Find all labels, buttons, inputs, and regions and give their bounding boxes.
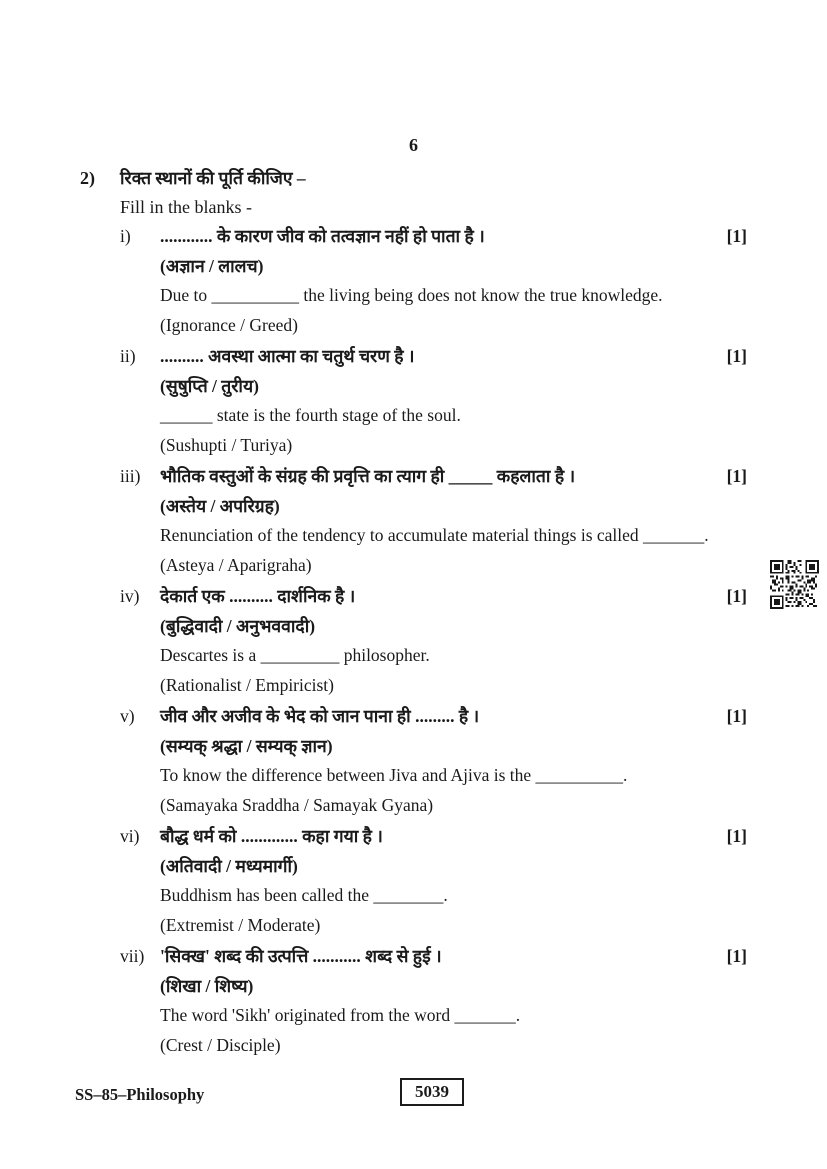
item-options-hindi: (अस्तेय / अपरिग्रह)	[160, 495, 280, 516]
item-marks: [1]	[726, 826, 747, 846]
item-marks: [1]	[726, 346, 747, 366]
question-block	[80, 164, 747, 1062]
question-item-vi	[80, 822, 747, 940]
item-question-hindi: 'सिक्ख' शब्द की उत्पत्ति ........... शब्द से हुई ।	[160, 946, 442, 966]
item-options-hindi: (शिखा / शिष्य)	[160, 975, 254, 996]
item-question-hindi: .......... अवस्था आत्मा का चतुर्थ चरण है ।	[160, 346, 415, 366]
item-numeral: iii)	[120, 466, 141, 486]
item-numeral: i)	[120, 226, 131, 246]
item-options-hindi: (अज्ञान / लालच)	[160, 255, 264, 276]
item-question-english: The word 'Sikh' originated from the word _______.	[160, 1005, 521, 1025]
item-options-english: (Sushupti / Turiya)	[160, 434, 293, 455]
item-question-english: Renunciation of the tendency to accumulate material things is called _______.	[160, 525, 709, 545]
item-numeral: vi)	[120, 826, 140, 846]
item-question-hindi: ............ के कारण जीव को तत्वज्ञान नहीं हो पाता है ।	[160, 226, 485, 246]
item-marks: [1]	[726, 226, 747, 246]
question-item-i	[80, 222, 747, 340]
item-options-hindi: (अतिवादी / मध्यमार्गी)	[160, 855, 298, 876]
item-options-hindi: (सुषुप्ति / तुरीय)	[160, 375, 259, 396]
item-marks: [1]	[726, 586, 747, 606]
question-item-ii	[80, 342, 747, 460]
question-item-iii	[80, 462, 747, 580]
item-question-hindi: देकार्त एक .......... दार्शनिक है ।	[160, 586, 356, 606]
question-heading-hindi: रिक्त स्थानों की पूर्ति कीजिए –	[120, 168, 306, 188]
item-question-english: Buddhism has been called the ________.	[160, 885, 448, 905]
item-numeral: vii)	[120, 946, 145, 966]
question-item-v	[80, 702, 747, 820]
question-items	[80, 222, 747, 1060]
item-options-english: (Crest / Disciple)	[160, 1034, 281, 1055]
item-options-english: (Extremist / Moderate)	[160, 914, 321, 935]
item-marks: [1]	[726, 466, 747, 486]
item-marks: [1]	[726, 706, 747, 726]
item-options-hindi: (सम्यक् श्रद्धा / सम्यक् ज्ञान)	[160, 735, 333, 756]
paper-code: SS–85–Philosophy	[75, 1085, 205, 1104]
question-heading-english: Fill in the blanks -	[120, 197, 252, 217]
qr-code-icon	[770, 560, 819, 609]
item-numeral: v)	[120, 706, 135, 726]
item-question-english: Due to __________ the living being does not know the true knowledge.	[160, 285, 663, 305]
question-heading-row	[80, 164, 747, 193]
item-options-hindi: (बुद्धिवादी / अनुभववादी)	[160, 615, 316, 636]
page-number: 6	[409, 135, 418, 155]
item-options-english: (Ignorance / Greed)	[160, 314, 298, 335]
item-marks: [1]	[726, 946, 747, 966]
item-question-english: Descartes is a _________ philosopher.	[160, 645, 430, 665]
item-question-hindi: बौद्ध धर्म को ............. कहा गया है ।	[160, 826, 383, 846]
item-question-english: To know the difference between Jiva and Ajiva is the __________.	[160, 765, 628, 785]
item-question-english: ______ state is the fourth stage of the soul.	[160, 405, 461, 425]
question-item-vii	[80, 942, 747, 1060]
question-number: 2)	[80, 168, 95, 188]
item-numeral: iv)	[120, 586, 140, 606]
item-options-english: (Asteya / Aparigraha)	[160, 554, 312, 575]
paper-number-box: 5039	[400, 1078, 464, 1106]
item-options-english: (Samayaka Sraddha / Samayak Gyana)	[160, 794, 434, 815]
item-numeral: ii)	[120, 346, 136, 366]
question-item-iv	[80, 582, 747, 700]
item-options-english: (Rationalist / Empiricist)	[160, 674, 335, 695]
item-question-hindi: जीव और अजीव के भेद को जान पाना ही ......... है ।	[160, 706, 480, 726]
item-question-hindi: भौतिक वस्तुओं के संग्रह की प्रवृत्ति का त्याग ही _____ कहलाता है ।	[160, 466, 576, 486]
